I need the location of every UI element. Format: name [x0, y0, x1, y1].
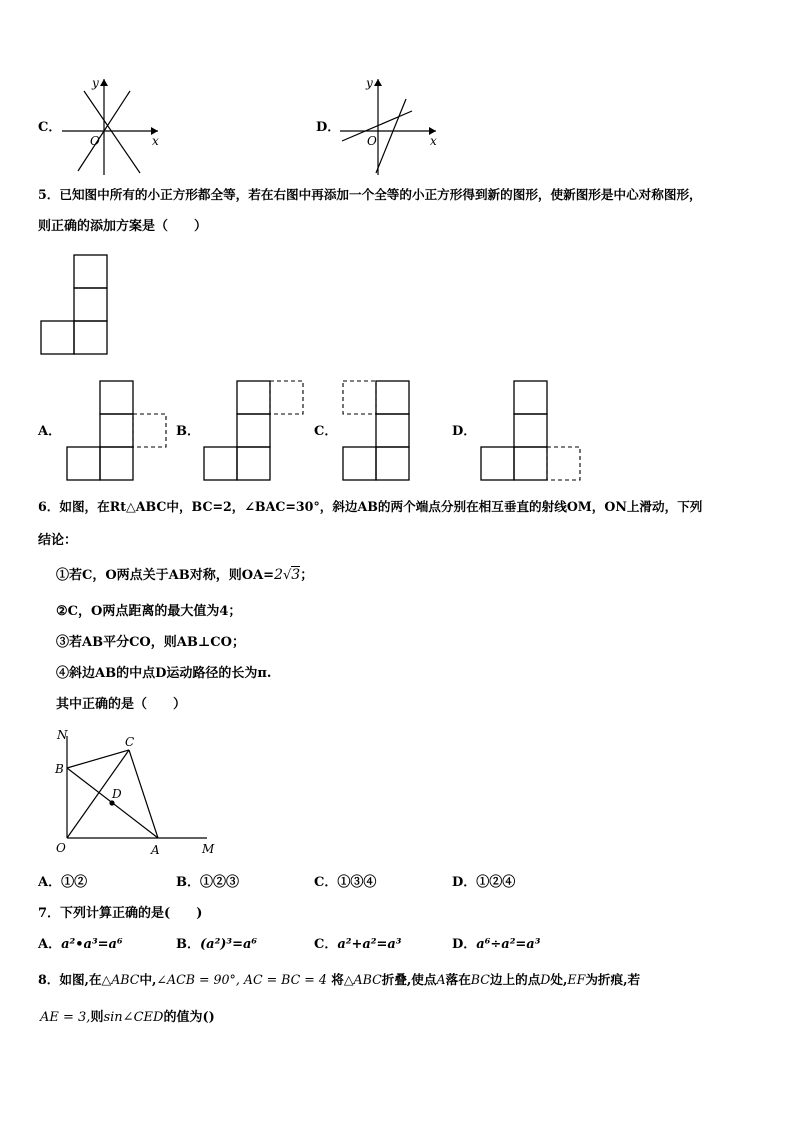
- q6-figure: [52, 726, 222, 856]
- q4c-origin-label: O: [90, 134, 100, 148]
- q6-label-m: M: [202, 842, 215, 856]
- q6-option-d[interactable]: D．①②④: [452, 875, 516, 890]
- q6-label-o: O: [56, 841, 66, 855]
- q4-option-d-label[interactable]: D．: [316, 120, 341, 135]
- q4-option-c-graph: [60, 75, 170, 180]
- q6-label-n: N: [57, 728, 68, 742]
- q6-point-d: [109, 800, 114, 805]
- q7-stem: 7．下列计算正确的是( ): [38, 906, 203, 921]
- q4d-x-label: x: [430, 134, 437, 148]
- q4-option-d-graph: [338, 75, 448, 180]
- q5-option-b-figure: [203, 380, 307, 482]
- q6-prompt: 其中正确的是（ ）: [56, 697, 187, 712]
- q5-original-figure: [40, 254, 110, 356]
- q4d-y-label: y: [366, 76, 373, 90]
- q6-label-d: D: [112, 787, 122, 801]
- q8-stem-line2: AE = 3,则sin∠CED的值为(): [40, 1010, 215, 1025]
- q6-conclusion-1: [56, 568, 313, 582]
- q4d-origin-label: O: [367, 134, 377, 148]
- q4-option-c-label[interactable]: C．: [38, 120, 62, 135]
- q5-option-c-figure: [342, 380, 446, 482]
- q6-conclusion-4: ④斜边AB的中点D运动路径的长为π.: [56, 666, 272, 681]
- q6-label-a: A: [151, 843, 160, 857]
- q6-c1-value: 2: [274, 567, 283, 583]
- q6-c1-suffix: ；: [300, 568, 314, 583]
- q6-conclusion-3: ③若AB平分CO，则AB⊥CO；: [56, 635, 245, 650]
- q5-option-d-label[interactable]: D．: [452, 424, 477, 439]
- q4c-x-label: x: [152, 134, 159, 148]
- q4c-y-label: y: [92, 76, 99, 90]
- sqrt-icon: √: [282, 568, 292, 583]
- q5-option-b-label[interactable]: B．: [176, 424, 200, 439]
- q7-option-c[interactable]: C．a²+a²=a³: [314, 937, 402, 952]
- q6-option-c[interactable]: C．①③④: [314, 875, 377, 890]
- q5-option-a-label[interactable]: A．: [38, 424, 62, 439]
- q6-option-b[interactable]: B．①②③: [176, 875, 240, 890]
- q6-label-b: B: [55, 762, 64, 776]
- q5-option-d-figure: [480, 380, 584, 482]
- q7-option-b[interactable]: B．(a²)³=a⁶: [176, 937, 258, 952]
- q6-c1-sqrt: 3: [291, 567, 301, 583]
- q6-option-a[interactable]: A．①②: [38, 875, 88, 890]
- q6-stem-line1: 6．如图，在Rt△ABC中，BC=2，∠BAC=30°，斜边AB的两个端点分别在相互垂直的射线OM，ON上滑动，下列: [38, 499, 703, 514]
- q6-stem-line2: 结论：: [38, 533, 78, 548]
- q7-option-d[interactable]: D．a⁶÷a²=a³: [452, 937, 541, 952]
- q7-option-a[interactable]: A．a²•a³=a⁶: [38, 937, 123, 952]
- q8-stem-line1: 8．如图,在△ABC中,∠ACB = 90°, AC = BC = 4 将△ABC折叠,使点A落在BC边上的点D处,EF为折痕,若: [38, 972, 641, 987]
- q6-label-c: C: [125, 735, 135, 749]
- q5-stem-line1: 5．已知图中所有的小正方形都全等，若在右图中再添加一个全等的小正方形得到新的图形，使新图形是中心对称图形，: [38, 187, 702, 202]
- q5-option-c-label[interactable]: C．: [314, 424, 338, 439]
- q6-c1-prefix: ①若C，O两点关于AB对称，则OA=: [56, 568, 275, 583]
- q5-option-a-figure: [66, 380, 170, 482]
- q5-stem-line2: 则正确的添加方案是（ ）: [38, 219, 208, 234]
- q6-conclusion-2: ②C，O两点距离的最大值为4；: [56, 604, 242, 619]
